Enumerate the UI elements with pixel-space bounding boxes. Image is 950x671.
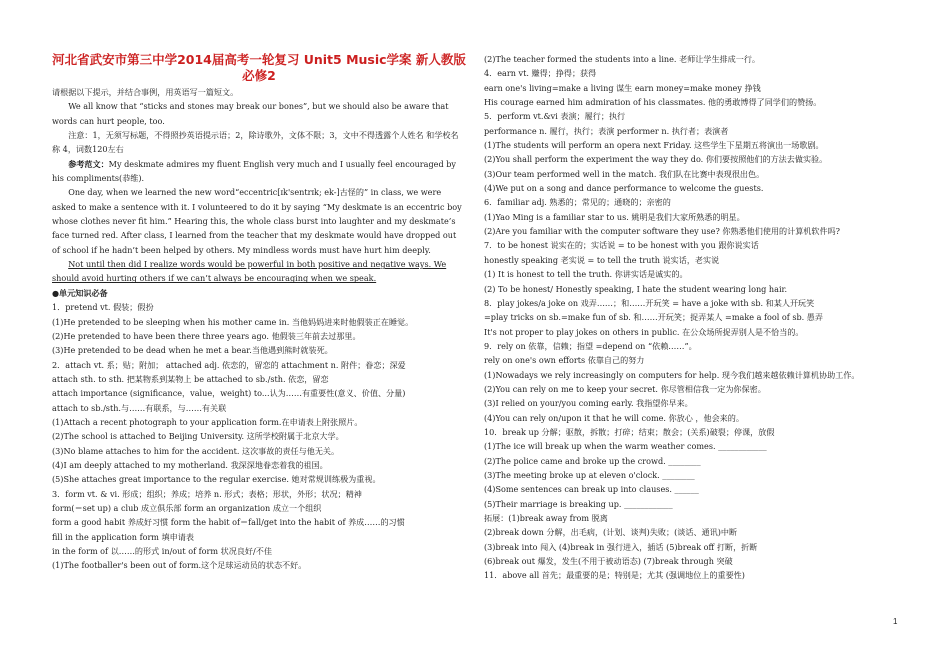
- sample-p1-text: My deskmate admires my fluent English very much and I usually feel encouraged by his compliments(恭维).: [52, 158, 456, 184]
- list-item: 4．earn vt. 赚得；挣得；获得: [484, 68, 597, 79]
- list-item: honestly speaking 老实说 = to tell the truth 说实话，老实说: [484, 254, 720, 265]
- list-item: His courage earned him admiration of his classmates. 他的勇敢博得了同学们的赞扬。: [484, 97, 822, 108]
- list-item: (3)He pretended to be dead when he met a bear.当他遇到熊时就装死。: [52, 345, 333, 356]
- list-item: (1)The students will perform an opera next Friday. 这些学生下星期五将演出一场歌剧。: [484, 140, 824, 151]
- list-item: (3)I relied on your/you coming early. 我指望你早来。: [484, 398, 693, 409]
- list-item: 5．perform vt.&vi 表演；履行；执行: [484, 111, 626, 122]
- list-item: performance n. 履行，执行；表演 performer n. 执行者；表演者: [484, 125, 729, 136]
- document-title: 河北省武安市第三中学2014届高考一轮复习 Unit5 Music学案 新人教版必修2: [52, 52, 466, 83]
- list-item: (3)break into 闯入 (4)break in 强行进入，插话 (5)break off 打断，折断: [484, 541, 758, 552]
- list-item: (1)The footballer's been out of form.这个足球运动员的状态不好。: [52, 560, 307, 571]
- list-item: rely on one's own efforts 依靠自己的努力: [484, 355, 645, 366]
- list-item: fill in the application form 填申请表: [52, 531, 194, 542]
- list-item: 11．above all 首先；最重要的是；特别是；尤其 (强调地位上的重要性): [484, 570, 745, 581]
- page-number: 1: [893, 617, 898, 626]
- list-item: (1)Yao Ming is a familiar star to us. 姚明是我们大家所熟悉的明星。: [484, 211, 745, 222]
- list-item: (2)The school is attached to Beijing University. 这所学校附属于北京大学。: [52, 431, 344, 442]
- list-item: (5)She attaches great importance to the regular exercise. 她对常规训练极为重视。: [52, 474, 381, 485]
- list-item: form(＝set up) a club 成立俱乐部 form an organization 成立一个组织: [52, 502, 322, 513]
- list-item: =play tricks on sb.=make fun of sb. 和……开玩笑；捉弄某人 =make a fool of sb. 愚弄: [484, 312, 823, 323]
- list-item: 10．break up 分解；驱散，拆散；打碎；结束；散会；(关系)破裂；停课，放假: [484, 426, 775, 437]
- list-item: (3)The meeting broke up at eleven o'clock. ________: [484, 469, 695, 480]
- sample-essay-p2: One day, when we learned the new word“eccentric[ɪk'sentrɪk; ek-]古怪的” in class, we were asked to make a sentence with it. I volunteered to do it by saying “My deskmate is an eccentric boy whose clothes never fit him.” Hearing this, the whole class burst into laughter and my deskmate’s face turned red. After class, I learned from the teacher that my deskmate would have dropped out of school if he hadn’t been helped by others. My mindless words must have hurt him deeply.: [52, 187, 462, 255]
- sample-essay-p1: [52, 157, 466, 186]
- list-item: 1．pretend vt. 假装；假扮: [52, 302, 154, 313]
- sample-essay-p3: Not until then did I realize words would be powerful in both positive and negative ways. We should avoid hurting others if we can’t always be encouraging when we speak.: [52, 259, 447, 284]
- list-item: in the form of 以……的形式 in/out of form 状况良好/不佳: [52, 546, 272, 556]
- left-knowledge-list: [52, 300, 466, 573]
- list-item: 3．form vt. & vi. 形成；组织；养成；培养 n. 形式；表格；形状，外形；状况；精神: [52, 488, 362, 499]
- list-item: (2)You shall perform the experiment the way they do. 你们要按照他们的方法去做实验。: [484, 154, 828, 165]
- left-column: [52, 52, 466, 573]
- list-item: (1)The ice will break up when the warm weather comes. ____________: [484, 441, 767, 452]
- list-item: 7．to be honest 说实在的；实话说 = to be honest with you 跟你说实话: [484, 240, 759, 251]
- list-item: (1)Attach a recent photograph to your application form.在申请表上附张照片。: [52, 416, 363, 427]
- list-item: (5)Their marriage is breaking up. ____________: [484, 498, 673, 509]
- list-item: (2)The police came and broke up the crowd. ________: [484, 455, 701, 466]
- list-item: (4)I am deeply attached to my motherland. 我深深地眷恋着我的祖国。: [52, 459, 328, 470]
- list-item: (2)You can rely on me to keep your secret. 你尽管相信我一定为你保密。: [484, 383, 766, 394]
- list-item: 拓展：(1)break away from 脱离: [484, 513, 608, 523]
- sample-label: 参考范文：: [68, 158, 109, 169]
- list-item: (2)break down 分解，出毛病，(计划、谈判)失败；(谈话、通讯)中断: [484, 527, 738, 538]
- list-item: (6)break out 爆发，发生(不用于被动语态) (7)break through 突破: [484, 556, 733, 567]
- list-item: (2)The teacher formed the students into a line. 老师让学生排成一行。: [484, 54, 761, 64]
- writing-notes: 注意：1，无须写标题，不得照抄英语提示语；2，除诗歌外，文体不限；3，文中不得透露个人姓名 和学校名称 4，词数120左右: [52, 130, 459, 155]
- list-item: (4)You can rely on/upon it that he will come. 你放心 ，他会来的。: [484, 412, 744, 423]
- list-item: form a good habit 养成好习惯 form the habit of＝fall/get into the habit of 养成……的习惯: [52, 517, 405, 528]
- list-item: (1)He pretended to be sleeping when his mother came in. 当他妈妈进来时他假装正在睡觉。: [52, 316, 414, 327]
- list-item: (3)Our team performed well in the match. 我们队在比赛中表现很出色。: [484, 168, 765, 179]
- list-item: (2) To be honest/ Honestly speaking, I hate the student wearing long hair.: [484, 283, 788, 294]
- list-item: earn one's living=make a living 谋生 earn money=make money 挣钱: [484, 82, 761, 93]
- list-item: (1)Nowadays we rely increasingly on computers for help. 现今我们越来越依赖计算机协助工作。: [484, 369, 860, 380]
- prompt-quote: We all know that “sticks and stones may break our bones”, but we should also be aware that words can hurt people, too.: [52, 101, 449, 126]
- list-item: (3)No blame attaches to him for the accident. 这次事故的责任与他无关。: [52, 445, 340, 456]
- list-item: (1) It is honest to tell the truth. 你讲实话是诚实的。: [484, 269, 688, 280]
- list-item: 8．play jokes/a joke on 戏弄……；和……开玩笑 = have a joke with sb. 和某人开玩笑: [484, 297, 815, 308]
- list-item: 6．familiar adj. 熟悉的；常见的；通晓的；亲密的: [484, 197, 671, 208]
- list-item: attach sth. to sth. 把某物系到某物上 be attached to sb./sth. 依恋，留恋: [52, 373, 329, 384]
- list-item: 2．attach vt. 系；贴；附加； attached adj. 依恋的，留恋的 attachment n. 附件；眷恋；深爱: [52, 359, 406, 370]
- right-column: [484, 52, 898, 583]
- list-item: (2)Are you familiar with the computer software they use? 你熟悉他们使用的计算机软件吗?: [484, 226, 841, 237]
- intro-line: 请根据以下提示，并结合事例，用英语写一篇短文。: [52, 87, 239, 97]
- list-item: (4)Some sentences can break up into clauses. ______: [484, 484, 699, 495]
- section-heading: ●单元知识必备: [52, 287, 108, 298]
- list-item: attach importance (significance，value，weight) to...认为……有重要性(意义、价值、分量): [52, 388, 406, 399]
- list-item: It's not proper to play jokes on others in public. 在公众场所捉弄别人是不恰当的。: [484, 326, 804, 337]
- list-item: (2)He pretended to have been there three years ago. 他假装三年前去过那里。: [52, 330, 361, 341]
- list-item: attach to sb./sth.与……有联系，与……有关联: [52, 402, 227, 413]
- list-item: 9．rely on 依靠，信赖；指望 =depend on “依赖……”。: [484, 340, 697, 351]
- list-item: (4)We put on a song and dance performance to welcome the guests.: [484, 183, 764, 194]
